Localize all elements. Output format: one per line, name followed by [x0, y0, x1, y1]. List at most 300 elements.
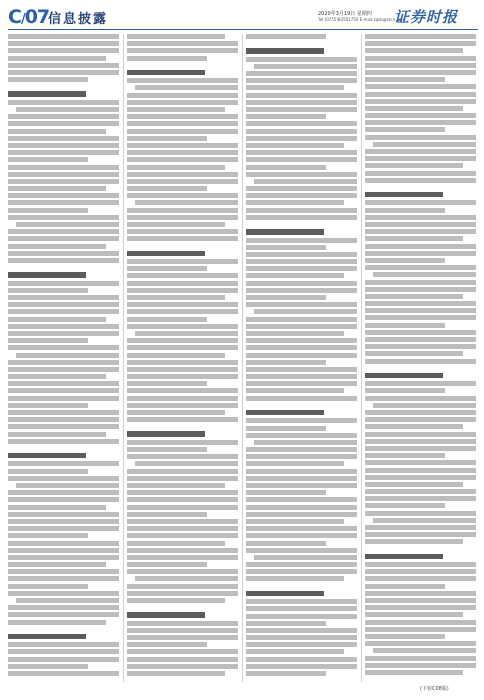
text-line — [365, 576, 476, 581]
text-line — [127, 179, 238, 184]
paragraph-gap — [8, 84, 119, 88]
text-line — [127, 664, 238, 669]
text-line — [246, 324, 357, 329]
text-line — [127, 591, 238, 596]
text-line — [127, 548, 238, 553]
text-line — [127, 403, 238, 408]
text-line — [135, 85, 238, 90]
text-line — [8, 403, 88, 408]
text-line — [8, 424, 119, 429]
text-line — [254, 555, 357, 560]
text-line — [8, 533, 88, 538]
text-line — [127, 157, 238, 162]
text-line — [8, 150, 119, 155]
text-line — [365, 92, 476, 97]
text-line — [127, 93, 238, 98]
text-line — [127, 512, 207, 517]
text-line — [127, 165, 225, 170]
paragraph-gap — [8, 265, 119, 269]
text-line — [8, 229, 119, 234]
paragraph-gap — [246, 584, 357, 588]
text-line — [246, 621, 326, 626]
text-line — [246, 273, 344, 278]
text-line — [246, 259, 357, 264]
masthead-logo: 证券时报 — [394, 8, 459, 26]
text-line — [365, 120, 476, 125]
text-line — [365, 200, 476, 205]
text-line — [365, 446, 476, 451]
text-line — [365, 410, 476, 415]
date-line: 2020年3月19日 星期四 — [318, 11, 372, 17]
text-line — [365, 584, 445, 589]
text-line — [8, 186, 106, 191]
paragraph-gap — [127, 605, 238, 609]
text-line — [8, 381, 119, 386]
text-line — [127, 172, 238, 177]
text-line — [127, 48, 238, 53]
text-line — [246, 295, 326, 300]
text-line — [127, 569, 238, 574]
text-line — [246, 519, 344, 524]
text-line — [127, 490, 238, 495]
text-line — [246, 599, 357, 604]
text-line — [246, 396, 357, 401]
text-line — [127, 642, 207, 647]
text-line — [127, 526, 238, 531]
text-line — [246, 454, 357, 459]
text-line — [365, 308, 476, 313]
text-line — [246, 548, 357, 553]
text-line — [127, 302, 238, 307]
text-line — [135, 331, 238, 336]
text-line — [365, 670, 463, 675]
text-line — [365, 106, 463, 111]
text-line — [365, 475, 476, 480]
text-line — [127, 476, 238, 481]
text-line — [246, 93, 357, 98]
text-line — [127, 193, 238, 198]
text-line — [365, 127, 445, 132]
text-line — [8, 555, 119, 560]
text-line — [8, 302, 119, 307]
text-line — [8, 63, 119, 68]
text-line — [246, 245, 326, 250]
text-line — [127, 649, 238, 654]
text-line — [127, 324, 238, 329]
text-line — [127, 417, 238, 422]
text-line — [127, 56, 207, 61]
text-line — [8, 360, 119, 365]
text-line — [246, 614, 357, 619]
text-line — [127, 229, 238, 234]
text-line — [365, 663, 476, 668]
text-line — [246, 628, 357, 633]
text-line — [8, 671, 119, 676]
text-line — [246, 266, 357, 271]
text-line — [246, 338, 357, 343]
text-line — [127, 121, 238, 126]
text-line — [373, 272, 476, 277]
text-line — [365, 251, 476, 256]
text-line — [365, 208, 445, 213]
text-line — [246, 238, 357, 243]
text-line — [8, 208, 88, 213]
text-line — [365, 48, 463, 53]
text-line — [246, 150, 357, 155]
text-line — [127, 396, 238, 401]
text-line — [365, 149, 476, 154]
text-line — [246, 57, 357, 62]
text-line — [127, 584, 238, 589]
text-line — [127, 410, 225, 415]
text-line — [254, 440, 357, 445]
subheading-line — [127, 251, 205, 257]
text-line — [8, 309, 119, 314]
text-line — [365, 215, 476, 220]
text-line — [365, 591, 476, 596]
text-line — [365, 641, 476, 646]
text-line — [365, 439, 476, 444]
text-line — [8, 236, 119, 241]
text-line — [8, 512, 119, 517]
text-line — [127, 621, 238, 626]
text-line — [127, 562, 207, 567]
text-line — [365, 70, 476, 75]
text-line — [246, 193, 357, 198]
subheading-line — [246, 48, 324, 54]
text-column-2 — [127, 34, 238, 682]
text-line — [127, 381, 207, 386]
text-line — [8, 77, 88, 82]
text-line — [127, 635, 238, 640]
text-line — [246, 418, 357, 423]
text-line — [8, 410, 119, 415]
text-line — [127, 519, 238, 524]
text-line — [246, 433, 357, 438]
paragraph-gap — [8, 446, 119, 450]
text-line — [8, 338, 88, 343]
text-line — [365, 280, 476, 285]
text-line — [246, 505, 357, 510]
text-line — [8, 439, 119, 444]
text-line — [127, 273, 238, 278]
text-line — [365, 34, 476, 39]
text-line — [127, 440, 238, 445]
text-line — [127, 388, 238, 393]
text-line — [365, 344, 476, 349]
subheading-line — [8, 634, 86, 640]
text-line — [135, 576, 238, 581]
text-line — [8, 324, 119, 329]
continued-note: (下转C08版) — [420, 686, 449, 692]
text-line — [373, 403, 476, 408]
text-line — [365, 301, 476, 306]
text-line — [365, 656, 476, 661]
text-line — [246, 136, 357, 141]
text-line — [127, 671, 225, 676]
text-line — [246, 526, 357, 531]
subheading-line — [127, 70, 205, 76]
text-line — [365, 323, 445, 328]
text-line — [8, 215, 119, 220]
text-line — [127, 236, 238, 241]
text-line — [8, 193, 119, 198]
text-line — [246, 71, 357, 76]
text-line — [365, 627, 476, 632]
text-line — [246, 34, 326, 39]
text-line — [365, 178, 476, 183]
text-line — [8, 179, 119, 184]
text-line — [246, 541, 326, 546]
text-line — [8, 649, 119, 654]
text-line — [365, 163, 463, 168]
text-line — [8, 591, 119, 596]
text-line — [365, 41, 476, 46]
text-line — [246, 281, 357, 286]
text-line — [246, 635, 357, 640]
text-line — [246, 85, 344, 90]
text-line — [127, 505, 238, 510]
text-line — [365, 525, 476, 530]
text-line — [8, 70, 119, 75]
text-line — [127, 469, 238, 474]
text-line — [127, 114, 238, 119]
text-line — [254, 64, 357, 69]
paragraph-gap — [8, 627, 119, 631]
text-line — [8, 165, 119, 170]
text-line — [365, 229, 476, 234]
text-line — [246, 157, 357, 162]
text-line — [127, 309, 238, 314]
text-line — [8, 519, 119, 524]
text-line — [127, 497, 238, 502]
subheading-line — [365, 192, 443, 198]
text-line — [365, 135, 476, 140]
text-line — [127, 222, 225, 227]
text-line — [8, 48, 119, 53]
subheading-line — [8, 91, 86, 97]
text-line — [127, 107, 225, 112]
text-line — [246, 461, 344, 466]
text-line — [8, 548, 119, 553]
text-line — [365, 460, 476, 465]
text-line — [246, 345, 357, 350]
text-line — [8, 584, 88, 589]
text-line — [365, 388, 445, 393]
text-line — [8, 136, 119, 141]
text-line — [365, 468, 476, 473]
text-line — [365, 330, 476, 335]
text-line — [246, 302, 357, 307]
text-line — [8, 388, 119, 393]
text-line — [365, 113, 476, 118]
text-line — [16, 598, 119, 603]
text-line — [127, 100, 238, 105]
text-line — [246, 121, 357, 126]
text-line — [8, 417, 119, 422]
text-line — [365, 605, 476, 610]
text-line — [8, 56, 106, 61]
text-line — [8, 345, 119, 350]
text-line — [365, 337, 476, 342]
text-line — [246, 367, 357, 372]
text-line — [373, 648, 476, 653]
paragraph-gap — [246, 403, 357, 407]
text-line — [365, 634, 445, 639]
text-line — [246, 483, 357, 488]
paragraph-gap — [365, 366, 476, 370]
text-line — [246, 317, 357, 322]
text-line — [8, 541, 119, 546]
text-line — [127, 555, 238, 560]
text-line — [365, 562, 476, 567]
text-line — [246, 374, 357, 379]
subheading-line — [8, 272, 86, 278]
text-line — [246, 642, 357, 647]
text-line — [127, 266, 207, 271]
text-line — [127, 345, 238, 350]
text-line — [365, 489, 476, 494]
text-line — [16, 107, 119, 112]
text-line — [246, 353, 357, 358]
paragraph-gap — [127, 244, 238, 248]
text-line — [246, 107, 357, 112]
text-line — [8, 258, 119, 263]
text-line — [246, 200, 344, 205]
text-line — [127, 259, 238, 264]
text-line — [246, 426, 326, 431]
text-line — [8, 642, 119, 647]
text-line — [8, 251, 119, 256]
text-line — [365, 359, 476, 364]
text-line — [127, 598, 225, 603]
text-line — [8, 476, 119, 481]
text-line — [246, 497, 357, 502]
paragraph-gap — [246, 222, 357, 226]
text-line — [246, 172, 357, 177]
page-header — [0, 0, 484, 30]
text-line — [246, 360, 326, 365]
text-line — [246, 671, 326, 676]
text-line — [8, 114, 119, 119]
text-line — [127, 41, 238, 46]
text-line — [365, 294, 463, 299]
text-line — [127, 288, 238, 293]
text-line — [246, 649, 344, 654]
text-line — [127, 208, 238, 213]
text-line — [127, 129, 238, 134]
text-line — [365, 496, 476, 501]
text-line — [8, 664, 88, 669]
text-line — [365, 244, 476, 249]
text-line — [127, 657, 238, 662]
paragraph-gap — [246, 41, 357, 45]
subheading-line — [127, 612, 205, 618]
text-line — [127, 281, 238, 286]
text-column-4 — [365, 34, 476, 682]
text-line — [8, 41, 119, 46]
text-line — [127, 186, 207, 191]
text-line — [246, 252, 357, 257]
text-line — [246, 331, 344, 336]
text-line — [365, 598, 476, 603]
text-line — [135, 461, 238, 466]
text-line — [365, 424, 463, 429]
text-line — [127, 78, 238, 83]
text-line — [16, 353, 119, 358]
text-line — [246, 288, 357, 293]
text-line — [246, 381, 357, 386]
text-column-1 — [8, 34, 119, 682]
text-line — [127, 215, 238, 220]
text-line — [246, 100, 357, 105]
text-line — [246, 114, 326, 119]
text-line — [8, 461, 119, 466]
text-line — [365, 396, 476, 401]
subheading-line — [246, 410, 324, 416]
text-line — [365, 56, 476, 61]
text-line — [246, 388, 344, 393]
text-line — [127, 367, 238, 372]
text-line — [127, 374, 238, 379]
text-line — [127, 353, 225, 358]
section-title: 信息披露 — [48, 12, 109, 27]
text-line — [365, 569, 476, 574]
text-line — [8, 562, 106, 567]
text-line — [365, 482, 463, 487]
text-line — [127, 317, 207, 322]
text-line — [365, 265, 476, 270]
text-line — [127, 541, 225, 546]
text-line — [8, 281, 119, 286]
text-line — [365, 351, 463, 356]
text-line — [8, 497, 119, 502]
text-line — [365, 258, 445, 263]
text-line — [365, 99, 476, 104]
text-line — [8, 121, 119, 126]
text-line — [246, 606, 357, 611]
text-line — [254, 309, 357, 314]
text-line — [246, 469, 357, 474]
text-line — [246, 78, 357, 83]
text-line — [246, 576, 344, 581]
text-line — [365, 222, 476, 227]
text-line — [8, 432, 106, 437]
subheading-line — [246, 591, 324, 597]
text-line — [246, 533, 357, 538]
text-line — [8, 620, 106, 625]
subheading-line — [127, 431, 205, 437]
text-line — [246, 569, 357, 574]
text-line — [365, 171, 476, 176]
header-rule — [8, 29, 478, 30]
text-line — [127, 447, 207, 452]
page-number: C/07 — [8, 6, 50, 28]
text-line — [365, 156, 476, 161]
text-line — [365, 620, 476, 625]
paragraph-gap — [365, 185, 476, 189]
text-line — [127, 338, 238, 343]
text-line — [8, 576, 119, 581]
text-line — [246, 215, 357, 220]
text-line — [365, 511, 476, 516]
subheading-line — [365, 554, 443, 560]
text-line — [365, 539, 463, 544]
text-line — [246, 476, 357, 481]
text-line — [8, 100, 119, 105]
text-line — [127, 628, 238, 633]
text-line — [365, 503, 445, 508]
